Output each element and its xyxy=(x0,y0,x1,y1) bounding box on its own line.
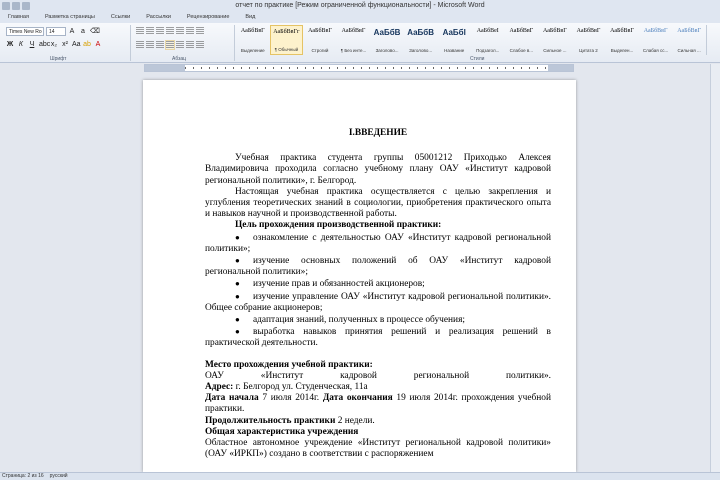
font-group-label: Шрифт xyxy=(50,56,67,62)
word-icon[interactable] xyxy=(2,2,10,10)
style-name: Сильное ... xyxy=(543,48,567,53)
paragraph-group xyxy=(132,23,234,62)
doc-paragraph: Учебная практика студента группы 05001212 Приходько Алексея Владимировича проходила согласно учебному плану ОАУ «Институт кадровой региональной политики», г. Белгород. xyxy=(205,153,551,186)
style-name: Название xyxy=(444,48,465,53)
text-effects-icon[interactable]: Aa xyxy=(72,41,81,48)
place-title: Место прохождения учебной практики: xyxy=(205,359,373,370)
subscript-icon[interactable]: x₂ xyxy=(50,41,58,48)
doc-heading: I.ВВЕДЕНИЕ xyxy=(348,128,408,138)
strikethrough-icon[interactable]: abc xyxy=(39,41,51,48)
bullet-icon: ● xyxy=(235,315,240,325)
style-item[interactable] xyxy=(303,25,337,55)
status-bar xyxy=(0,472,720,480)
ruler-right-margin xyxy=(548,65,573,71)
list-item xyxy=(205,314,551,326)
align-center-icon[interactable] xyxy=(146,41,154,49)
font-grow-row xyxy=(68,27,98,36)
tab-page-layout[interactable]: Разметка страницы xyxy=(44,14,95,20)
style-sample: АаБбВвГ xyxy=(677,28,701,34)
style-name: Слабое в... xyxy=(509,48,533,53)
general-title: Общая характеристика учреждения xyxy=(205,426,359,437)
duration-line: Продолжительность практики 2 недели. xyxy=(205,415,375,426)
address-line: Адрес: г. Белгород ул. Студенческая, 11а xyxy=(205,382,368,393)
style-sample: АаБбВеІ xyxy=(476,28,499,34)
style-name: Подзагол... xyxy=(476,48,500,53)
horizontal-ruler[interactable] xyxy=(144,64,574,72)
ribbon-tabs xyxy=(0,12,720,23)
bullet-icon: ● xyxy=(235,232,240,242)
style-item[interactable] xyxy=(505,25,539,55)
list-item-text: выработка навыков принятия решений и реализация решений в практической деятельности. xyxy=(205,327,551,349)
style-item[interactable] xyxy=(437,25,471,55)
ribbon xyxy=(0,23,720,63)
style-sample: АаБбВвГ xyxy=(576,28,601,34)
multilevel-list-icon[interactable] xyxy=(156,27,164,35)
style-item[interactable] xyxy=(605,25,639,55)
style-sample: АаБбВвГ xyxy=(509,28,534,34)
style-sample: АаБбI xyxy=(442,28,466,37)
underline-icon[interactable]: Ч xyxy=(29,41,35,48)
blank-line xyxy=(205,350,551,360)
bullet-icon: ● xyxy=(235,327,240,337)
sort-icon[interactable] xyxy=(186,27,194,35)
dates-line: Дата начала 7 июля 2014г. Дата окончания 19 июля 2014г. прохождения учебной практики. xyxy=(205,393,551,415)
bold-icon[interactable]: Ж xyxy=(6,41,14,48)
align-left-icon[interactable] xyxy=(136,41,144,49)
style-name: Выделен... xyxy=(610,48,634,53)
align-right-icon[interactable] xyxy=(156,41,164,49)
bullets-icon[interactable] xyxy=(136,27,144,35)
save-icon[interactable] xyxy=(12,2,20,10)
italic-icon[interactable]: К xyxy=(18,41,24,48)
justify-icon[interactable] xyxy=(166,41,174,49)
tab-view[interactable]: Вид xyxy=(245,14,256,20)
increase-indent-icon[interactable] xyxy=(176,27,184,35)
tab-mailings[interactable]: Рассылки xyxy=(146,14,171,20)
style-item[interactable] xyxy=(270,25,304,55)
title-bar xyxy=(0,0,720,12)
tab-review[interactable]: Рецензирование xyxy=(186,14,230,20)
align-row xyxy=(136,41,204,49)
list-item-text: изучение прав и обязанностей акционеров; xyxy=(253,279,425,290)
shading-icon[interactable] xyxy=(186,41,194,49)
list-item xyxy=(205,232,551,255)
list-item xyxy=(205,326,551,349)
style-item[interactable] xyxy=(672,25,706,55)
style-item[interactable] xyxy=(236,25,270,55)
goal-title: Цель прохождения производственной практики: xyxy=(235,220,442,231)
document-body[interactable] xyxy=(205,128,551,460)
style-item[interactable] xyxy=(337,25,371,55)
highlight-icon[interactable]: ab xyxy=(83,41,91,48)
font-group xyxy=(0,23,130,62)
general-paragraph: Областное автономное учреждение «Институт региональной кадровой политики» (ОАУ «ИРКП») создано в соответствии с распоряжением xyxy=(205,438,551,460)
font-size-combo[interactable]: 14 xyxy=(46,27,66,36)
grow-font-icon[interactable]: A xyxy=(69,28,75,35)
list-item-text: ознакомление с деятельностью ОАУ «Институт кадровой региональной политики»; xyxy=(205,232,551,254)
doc-paragraph: Настоящая учебная практика осуществляется с целью закрепления и углубления теоретических знаний в социологии, приобретения практического опыта и навыков научной и производственной работы. xyxy=(205,186,551,220)
borders-icon[interactable] xyxy=(196,41,204,49)
numbering-icon[interactable] xyxy=(146,27,154,35)
style-sample: АаБбВ xyxy=(407,28,435,37)
bullet-icon: ● xyxy=(235,291,240,301)
language-indicator[interactable]: русский xyxy=(49,473,68,479)
show-marks-icon[interactable] xyxy=(196,27,204,35)
bullet-icon: ● xyxy=(235,256,240,266)
list-row xyxy=(136,27,204,35)
separator xyxy=(234,25,235,61)
list-item-text: изучение основных положений об ОАУ «Институт кадровой региональной политики»; xyxy=(205,256,551,278)
style-item[interactable] xyxy=(471,25,505,55)
style-sample: АаБбВвГ xyxy=(308,28,332,34)
goal-list xyxy=(205,232,551,350)
styles-scroll[interactable] xyxy=(706,25,712,55)
document-page[interactable] xyxy=(143,80,576,472)
style-sample: АаБбВвГ xyxy=(610,28,634,34)
separator xyxy=(130,25,131,61)
style-name: Заголово... xyxy=(375,48,399,53)
format-row xyxy=(6,40,102,49)
font-name-combo[interactable]: Times New Ro xyxy=(6,27,44,36)
style-name: Заголово... xyxy=(409,48,433,53)
style-item[interactable] xyxy=(538,25,572,55)
paragraph-group-label: Абзац xyxy=(172,56,187,62)
list-item-text: изучение управление ОАУ «Институт кадровой региональной политики». Общее собрание акционеров; xyxy=(205,291,551,313)
list-item xyxy=(205,278,551,290)
style-name: ¶ Обычный xyxy=(274,47,299,52)
style-name: Слабая сс... xyxy=(642,48,669,53)
style-item[interactable] xyxy=(572,25,606,55)
tab-home[interactable]: Главная xyxy=(8,14,29,20)
vertical-scrollbar[interactable] xyxy=(710,64,720,472)
font-color-icon[interactable]: A xyxy=(95,41,101,48)
styles-gallery xyxy=(236,25,706,55)
style-sample: АаБбВ xyxy=(373,28,401,37)
tab-references[interactable]: Ссылки xyxy=(110,14,131,20)
place-value: ОАУ «Институт кадровой региональной политики». xyxy=(205,370,551,381)
list-item xyxy=(205,291,551,314)
superscript-icon[interactable]: x² xyxy=(62,41,68,48)
window-title: отчет по практике [Режим ограниченной функциональности] - Microsoft Word xyxy=(235,2,485,9)
decrease-indent-icon[interactable] xyxy=(166,27,174,35)
quick-access-toolbar xyxy=(2,2,30,10)
line-spacing-icon[interactable] xyxy=(176,41,184,49)
ruler-ticks xyxy=(185,67,548,69)
style-item[interactable] xyxy=(404,25,438,55)
style-name: Строгий xyxy=(311,48,329,53)
style-name: Сильная ... xyxy=(677,48,701,53)
style-name: Цитата 2 xyxy=(579,48,598,53)
style-sample: АаБбВвГ xyxy=(643,28,668,34)
style-name: Выделение xyxy=(240,48,265,53)
style-item[interactable] xyxy=(639,25,673,55)
shrink-font-icon[interactable]: a xyxy=(81,28,85,35)
list-item xyxy=(205,255,551,278)
undo-icon[interactable] xyxy=(22,2,30,10)
style-sample: АаБбВвГ xyxy=(341,28,366,34)
list-item-text: адаптация знаний, полученных в процессе обучения; xyxy=(253,315,465,326)
page-count[interactable]: Страница: 2 из 16 xyxy=(2,473,44,479)
style-sample: АаБбВвГ xyxy=(543,28,567,34)
style-item[interactable] xyxy=(370,25,404,55)
bullet-icon: ● xyxy=(235,279,240,289)
ruler-left-margin xyxy=(145,65,185,71)
style-sample: АаБбВвГ xyxy=(240,28,265,34)
style-sample: АаБбВвГг xyxy=(273,29,300,35)
clear-format-icon[interactable]: ⌫ xyxy=(90,28,100,35)
style-name: ¶ Без инте... xyxy=(340,48,367,53)
styles-group-label: Стили xyxy=(470,56,485,62)
